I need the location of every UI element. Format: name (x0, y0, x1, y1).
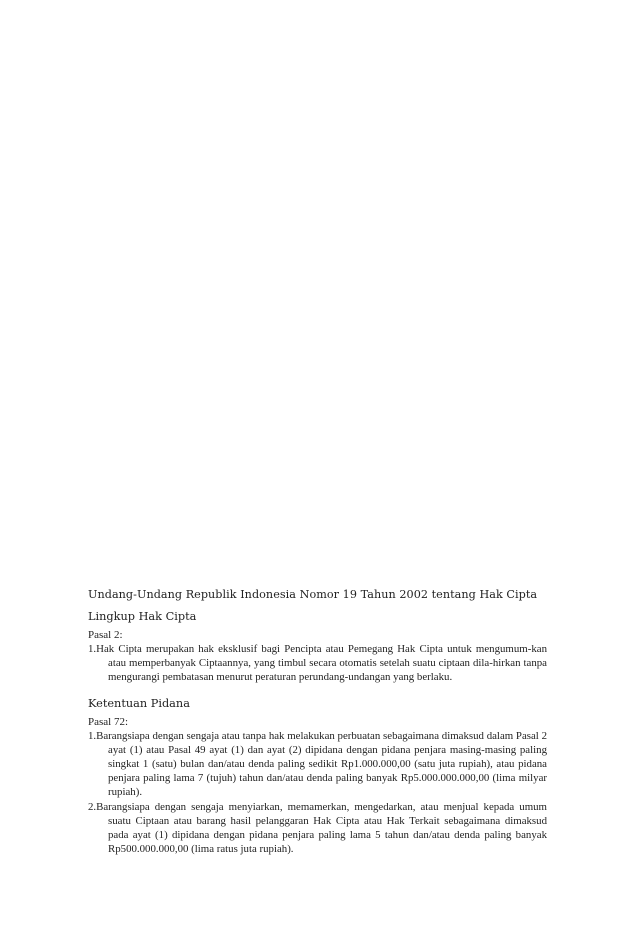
section-heading: Lingkup Hak Cipta (88, 610, 197, 623)
article-item: 2.Barangsiapa dengan sengaja menyiarkan, memamerkan, mengedarkan, atau menjual kepada umum suatu Ciptaan atau barang hasil pelanggaran Hak Cipta atau Hak Terkait sebagaimana dimaksud pada ayat (1) dipidana dengan pidana penjara paling lama 5 tahun dan/atau denda paling banyak Rp500.000.000,00 (lima ratus juta rupiah). (88, 800, 547, 856)
section-ketentuan-pidana (88, 697, 547, 857)
copyright-notice (88, 588, 547, 856)
article-item: 1.Barangsiapa dengan sengaja atau tanpa hak melakukan perbuatan sebagaimana dimaksud dalam Pasal 2 ayat (1) atau Pasal 49 ayat (1) dan ayat (2) dipidana dengan pidana penjara masing-masing paling singkat 1 (satu) bulan dan/atau denda paling sedikit Rp1.000.000,00 (satu juta rupiah), atau pidana penjara paling lama 7 (tujuh) tahun dan/atau denda paling banyak Rp5.000.000.000,00 (lima milyar rupiah). (88, 729, 547, 799)
section-lingkup-hak-cipta (88, 610, 547, 685)
document-title: Undang-Undang Republik Indonesia Nomor 19 Tahun 2002 tentang Hak Cipta (88, 588, 538, 601)
article-items (88, 729, 547, 857)
article-label: Pasal 72: (88, 715, 129, 728)
article-label: Pasal 2: (88, 629, 123, 641)
article-item: 1.Hak Cipta merupakan hak eksklusif bagi Pencipta atau Pemegang Hak Cipta untuk mengumum-kan atau memperbanyak Ciptaannya, yang timbul secara otomatis setelah suatu ciptaan dila-hirkan tanpa mengurangi pembatasan menurut peraturan perundang-undangan yang berlaku. (88, 643, 547, 684)
article-items (88, 642, 547, 685)
section-heading: Ketentuan Pidana (88, 696, 190, 710)
